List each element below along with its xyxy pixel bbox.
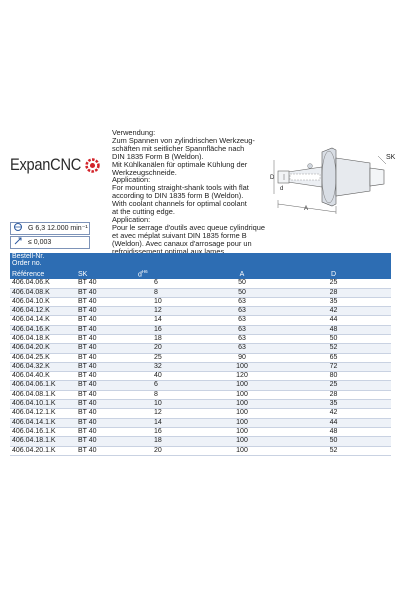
table-row [10,335,391,344]
cell-d: 28 [276,390,391,399]
header-order-line1: Bestell-Nr. [12,253,45,260]
table-row [10,418,391,427]
cell-order-number: 406.04.20.K [10,344,76,353]
header-d1-label: d [138,270,142,278]
description-line: Mit Kühlkanälen für optimale Kühlung der [112,159,248,169]
table-row [10,372,391,381]
cell-d1: 18 [136,335,208,344]
cell-d: 44 [276,316,391,325]
cell-d1: 14 [136,418,208,427]
cell-sk: BT 40 [76,390,136,399]
cell-a: 100 [208,418,276,427]
cell-d1: 8 [136,390,208,399]
cell-d1: 12 [136,307,208,316]
cell-sk: BT 40 [76,427,136,436]
cell-a: 100 [208,437,276,446]
table-row [10,353,391,362]
cell-d: 28 [276,288,391,297]
brand-name: ExpanCNC [10,155,82,174]
cell-a: 50 [208,288,276,297]
cell-d: 35 [276,297,391,306]
label-a: A [304,206,309,212]
cell-a: 100 [208,446,276,455]
table-row [10,307,391,316]
header-sk: SK [78,270,88,278]
cell-d1: 10 [136,400,208,409]
cell-d: 80 [276,372,391,381]
header-a: A [239,270,245,278]
table-row [10,344,391,353]
header-order-line3: Référence [12,270,45,278]
description-line: according to DIN 1835 form B (Weldon). [112,191,244,201]
description-line: et avec méplat suivant DIN 1835 forme B [112,230,247,240]
cell-d: 25 [276,279,391,288]
table-header [10,253,391,279]
cell-d1: 16 [136,325,208,334]
cell-a: 50 [208,279,276,288]
cell-sk: BT 40 [76,297,136,306]
header-order-line2: Order no. [12,260,42,268]
cell-sk: BT 40 [76,409,136,418]
cell-sk: BT 40 [76,446,136,455]
product-table [10,253,391,456]
cell-d1: 14 [136,316,208,325]
cell-d1: 25 [136,353,208,362]
table-row [10,446,391,455]
cell-a: 120 [208,372,276,381]
cell-d1: 6 [136,381,208,390]
cell-a: 63 [208,297,276,306]
cell-d: 50 [276,335,391,344]
cell-order-number: 406.04.18.1.K [10,437,76,446]
table-row [10,409,391,418]
cell-a: 100 [208,427,276,436]
description-line: Application: [112,175,151,185]
cell-d: 48 [276,325,391,334]
description-line: With coolant channels for optimal coolant [112,199,247,209]
cell-d1: 10 [136,297,208,306]
cell-order-number: 406.04.08.K [10,288,76,297]
cell-d: 72 [276,362,391,371]
table-row [10,297,391,306]
cell-d1: 18 [136,437,208,446]
description-line: schäften mit seitlicher Spannfläche nach [112,143,245,153]
cell-d: 25 [276,381,391,390]
cell-order-number: 406.04.06.K [10,279,76,288]
cell-d: 35 [276,400,391,409]
balance-icon [11,222,25,236]
cell-a: 63 [208,335,276,344]
cell-sk: BT 40 [76,381,136,390]
cell-order-number: 406.04.10.1.K [10,400,76,409]
description-line: Application: [112,214,151,224]
gear-logo-icon [84,157,101,174]
cell-order-number: 406.04.12.1.K [10,409,76,418]
cell-a: 63 [208,325,276,334]
cell-sk: BT 40 [76,353,136,362]
description-line: Werkzeugschneide. [112,167,177,177]
table-row [10,288,391,297]
description-line: (Weldon). Avec canaux d'arrosage pour un [112,238,252,248]
cell-order-number: 406.04.18.K [10,335,76,344]
description-line: DIN 1835 Form B (Weldon). [112,151,204,161]
cell-order-number: 406.04.25.K [10,353,76,362]
cell-order-number: 406.04.14.1.K [10,418,76,427]
cell-a: 100 [208,381,276,390]
cell-a: 90 [208,353,276,362]
description-line: Zum Spannen von zylindrischen Werkzeug- [112,135,255,145]
cell-order-number: 406.04.12.K [10,307,76,316]
cell-order-number: 406.04.20.1.K [10,446,76,455]
cell-sk: BT 40 [76,362,136,371]
runout-value: ≤ 0,003 [28,239,52,246]
cell-sk: BT 40 [76,335,136,344]
cell-order-number: 406.04.40.K [10,372,76,381]
cell-a: 100 [208,390,276,399]
header-d1 [136,268,208,280]
cell-sk: BT 40 [76,288,136,297]
table-row [10,362,391,371]
balance-spec [10,222,90,235]
description-line: Verwendung: [112,128,156,137]
table-row [10,437,391,446]
cell-d1: 6 [136,279,208,288]
cell-order-number: 406.04.32.K [10,362,76,371]
cell-sk: BT 40 [76,400,136,409]
tool-holder-drawing [270,130,400,220]
balance-value: G 6,3 12.000 min⁻¹ [28,225,88,232]
cell-sk: BT 40 [76,325,136,334]
cell-a: 100 [208,400,276,409]
cell-d1: 32 [136,362,208,371]
cell-d1: 20 [136,446,208,455]
label-d: D [270,175,275,181]
cell-order-number: 406.04.16.K [10,325,76,334]
brand-logo [10,155,101,175]
header-d: D [330,270,337,278]
cell-order-number: 406.04.16.1.K [10,427,76,436]
cell-d1: 20 [136,344,208,353]
cell-sk: BT 40 [76,437,136,446]
table-row [10,325,391,334]
cell-sk: BT 40 [76,316,136,325]
cell-sk: BT 40 [76,372,136,381]
cell-d1: 40 [136,372,208,381]
description-line: Pour le serrage d'outils avec queue cylindrique [112,222,266,232]
runout-icon [11,236,25,250]
cell-a: 63 [208,307,276,316]
description-line: For mounting straight-shank tools with flat [112,183,249,193]
product-description [112,129,277,256]
cell-d: 44 [276,418,391,427]
cell-order-number: 406.04.14.K [10,316,76,325]
cell-d: 52 [276,446,391,455]
table-row [10,400,391,409]
label-d1: d [280,186,284,192]
cell-d1: 12 [136,409,208,418]
cell-sk: BT 40 [76,279,136,288]
cell-a: 63 [208,344,276,353]
label-sk: SK [386,154,396,161]
header-d1-tolerance: H6 [141,268,148,274]
cell-sk: BT 40 [76,418,136,427]
cell-d: 52 [276,344,391,353]
cell-a: 63 [208,316,276,325]
runout-spec [10,236,90,249]
cell-d: 48 [276,427,391,436]
cell-d: 42 [276,409,391,418]
cell-order-number: 406.04.06.1.K [10,381,76,390]
table-body [10,279,391,455]
table-row [10,390,391,399]
cell-d1: 16 [136,427,208,436]
cell-sk: BT 40 [76,344,136,353]
table-row [10,381,391,390]
table-row [10,316,391,325]
cell-a: 100 [208,362,276,371]
description-line: refroidissement optimal aux lames. [112,246,227,256]
cell-order-number: 406.04.08.1.K [10,390,76,399]
cell-d: 42 [276,307,391,316]
cell-sk: BT 40 [76,307,136,316]
cell-order-number: 406.04.10.K [10,297,76,306]
table-row [10,279,391,288]
cell-a: 100 [208,409,276,418]
table-row [10,427,391,436]
cell-d: 50 [276,437,391,446]
description-line: at the cutting edge. [112,207,175,217]
cell-d: 65 [276,353,391,362]
cell-d1: 8 [136,288,208,297]
